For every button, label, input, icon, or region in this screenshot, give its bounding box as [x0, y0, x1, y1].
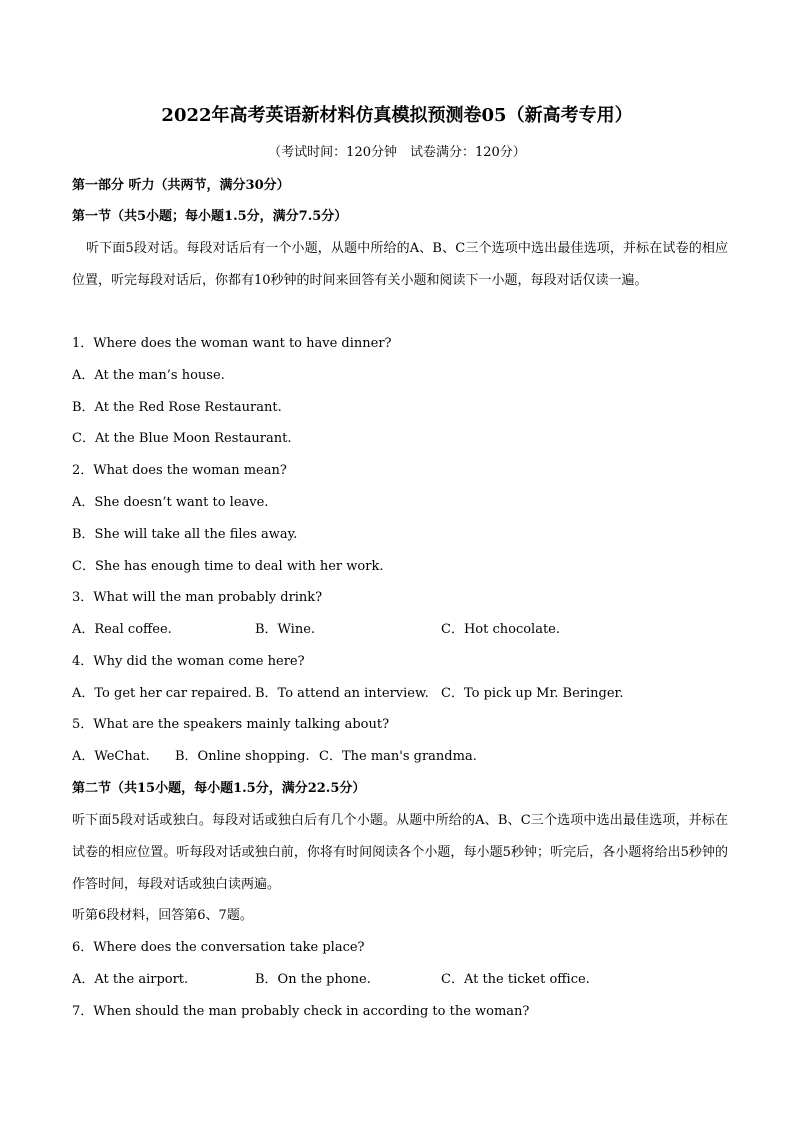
question-2-option-c: C．She has enough time to deal with her work.: [72, 559, 384, 574]
question-6-option-b: B．On the phone.: [255, 972, 371, 987]
question-6-stem: 6．Where does the conversation take place?: [72, 940, 365, 955]
question-5-options: [72, 747, 732, 767]
question-5-stem: 5．What are the speakers mainly talking about?: [72, 717, 390, 732]
question-4-option-b: B．To attend an interview.: [255, 686, 429, 701]
question-5-option-b: B．Online shopping.: [175, 749, 310, 764]
question-4-stem: 4．Why did the woman come here?: [72, 654, 305, 669]
question-3-stem: 3．What will the man probably drink?: [72, 590, 323, 605]
exam-time-info: （考试时间：120分钟 试卷满分：120分）: [268, 145, 526, 160]
question-1-option-a: A．At the man’s house.: [72, 368, 225, 383]
question-4-options: [72, 684, 732, 704]
question-1-stem: 1．Where does the woman want to have dinner?: [72, 336, 392, 351]
question-1-option-b: B．At the Red Rose Restaurant.: [72, 400, 282, 415]
question-3-options: [72, 620, 732, 640]
section2-heading: 第二节（共15小题，每小题1.5分，满分22.5分）: [72, 781, 366, 796]
question-4-option-a: A．To get her car repaired.: [72, 686, 252, 701]
question-3-option-b: B．Wine.: [255, 622, 316, 637]
section1-heading: 第一节（共5小题；每小题1.5分，满分7.5分）: [72, 209, 348, 224]
question-6-option-a: A．At the airport.: [72, 972, 189, 987]
question-6-options: [72, 970, 732, 990]
question-1-option-c: C．At the Blue Moon Restaurant.: [72, 431, 292, 446]
question-4-option-c: C．To pick up Mr. Beringer.: [441, 686, 624, 701]
material-6-note: 听第6段材料，回答第6、7题。: [72, 908, 253, 923]
question-3-option-c: C．Hot chocolate.: [441, 622, 561, 637]
part1-heading: 第一部分 听力（共两节，满分30分）: [72, 178, 290, 193]
question-5-option-a: A．WeChat.: [72, 749, 150, 764]
question-2-stem: 2．What does the woman mean?: [72, 463, 287, 478]
question-2-option-a: A．She doesn’t want to leave.: [72, 495, 269, 510]
question-3-option-a: A．Real coffee.: [72, 622, 172, 637]
question-6-option-c: C．At the ticket office.: [441, 972, 590, 987]
question-2-option-b: B．She will take all the files away.: [72, 527, 298, 542]
section1-instructions: 听下面5段对话。每段对话后有一个小题，从题中所给的A、B、C三个选项中选出最佳选项，并标在试卷的相应位置，听完每段对话后，你都有10秒钟的时间来回答有关小题和阅读下一小题，每段对话仅读一遍。: [72, 241, 728, 288]
question-7-stem: 7．When should the man probably check in according to the woman?: [72, 1004, 530, 1019]
page-title: 2022年高考英语新材料仿真模拟预测卷05（新高考专用）: [161, 105, 633, 126]
section2-instructions: 听下面5段对话或独白。每段对话或独白后有几个小题。从题中所给的A、B、C三个选项中选出最佳选项，并标在试卷的相应位置。听每段对话或独白前，你将有时间阅读各个小题，每小题5秒钟；听完后，各小题将给出5秒钟的作答时间，每段对话或独白读两遍。: [72, 813, 728, 892]
question-5-option-c: C．The man's grandma.: [319, 749, 477, 764]
